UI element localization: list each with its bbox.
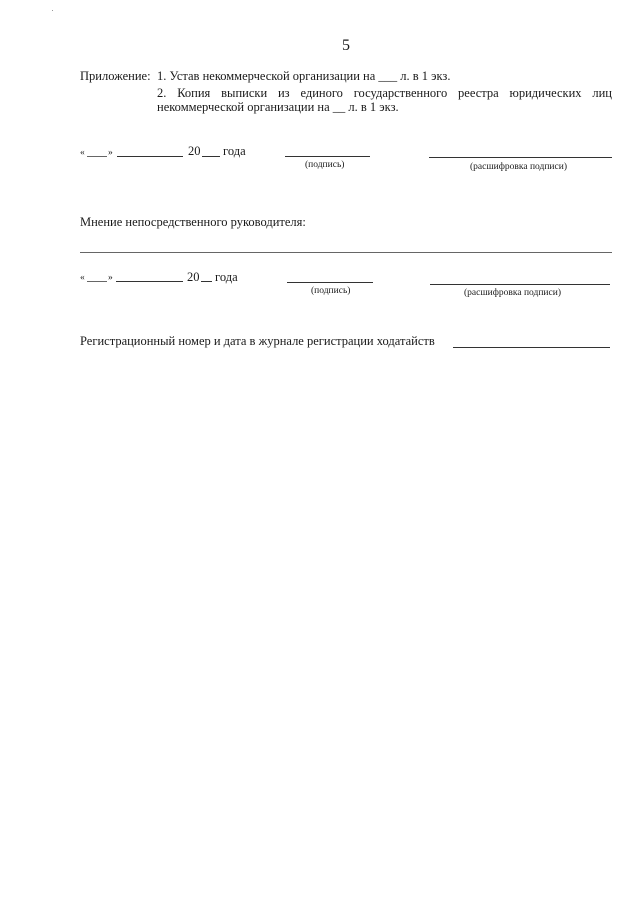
year-prefix: 20 bbox=[188, 144, 201, 158]
decryption-caption: (расшифровка подписи) bbox=[470, 162, 567, 172]
attachment-item-2-line-2: некоммерческой организации на __ л. в 1 экз. bbox=[157, 100, 399, 114]
date-close-quote: » bbox=[108, 273, 113, 283]
signature-caption: (подпись) bbox=[305, 160, 345, 170]
decryption-line[interactable] bbox=[430, 284, 610, 285]
supervisor-opinion-label: Мнение непосредственного руководителя: bbox=[80, 215, 306, 229]
year-suffix: года bbox=[215, 270, 238, 284]
page-number: 5 bbox=[342, 37, 350, 54]
date-close-quote: » bbox=[108, 148, 113, 158]
supervisor-opinion-line[interactable] bbox=[80, 252, 612, 253]
decryption-line[interactable] bbox=[429, 157, 612, 158]
signature-line[interactable] bbox=[287, 282, 373, 283]
signature-line[interactable] bbox=[285, 156, 370, 157]
decryption-caption: (расшифровка подписи) bbox=[464, 288, 561, 298]
date-month-line[interactable] bbox=[117, 156, 183, 157]
date-day-line[interactable] bbox=[87, 281, 107, 282]
date-month-line[interactable] bbox=[116, 281, 183, 282]
date-day-line[interactable] bbox=[87, 156, 107, 157]
date-year-line[interactable] bbox=[201, 281, 212, 282]
signature-caption: (подпись) bbox=[311, 286, 351, 296]
registration-line[interactable] bbox=[453, 347, 610, 348]
scan-speck bbox=[52, 10, 53, 11]
date-open-quote: « bbox=[80, 148, 85, 158]
year-suffix: года bbox=[223, 144, 246, 158]
attachment-item-1: 1. Устав некоммерческой организации на ___ л. в 1 экз. bbox=[157, 69, 451, 83]
year-prefix: 20 bbox=[187, 270, 200, 284]
date-open-quote: « bbox=[80, 273, 85, 283]
date-year-line[interactable] bbox=[202, 156, 220, 157]
registration-label: Регистрационный номер и дата в журнале регистрации ходатайств bbox=[80, 334, 435, 348]
attachment-item-2-line-1: 2. Копия выписки из единого государственного реестра юридических лиц bbox=[157, 86, 612, 100]
attachments-label: Приложение: bbox=[80, 69, 151, 83]
